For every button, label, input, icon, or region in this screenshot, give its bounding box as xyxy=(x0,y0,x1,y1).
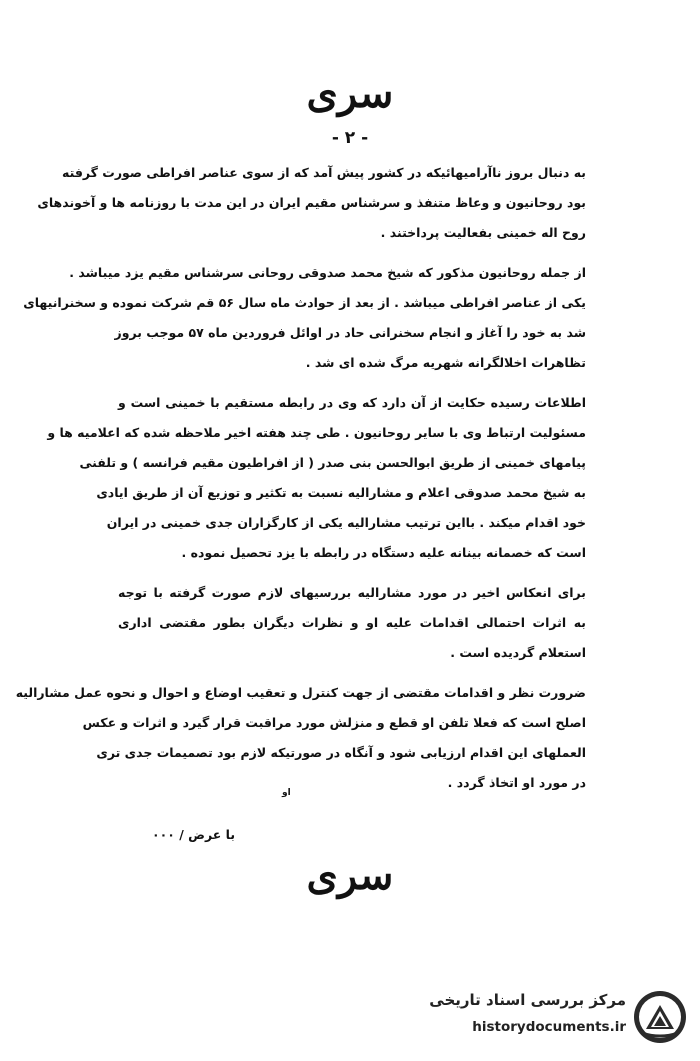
text-line: شد به خود را آغاز و انجام سخنرانی حاد در اوائل فروردین ماه ۵۷ موجب بروز xyxy=(114,325,586,340)
classification-heading-bottom: سری xyxy=(306,852,394,899)
text-line: خود اقدام میکند . بااین ترتیب مشارالیه یکی از کارگزاران جدی خمینی در ایران xyxy=(106,515,586,530)
archive-watermark xyxy=(398,989,688,1045)
book-emblem-icon xyxy=(632,989,688,1045)
text-line: در مورد او اتخاذ گردد . xyxy=(447,775,586,790)
text-line: پیامهای خمینی از طریق ابوالحسن بنی صدر ( از افراطیون مقیم فرانسه ) و تلفنی xyxy=(79,455,586,470)
text-line: است که خصمانه بینانه علیه دستگاه در رابطه با یزد تحصیل نموده . xyxy=(181,545,586,560)
text-line: تظاهرات اخلالگرانه شهریه مرگ شده ای شد . xyxy=(305,355,586,370)
text-line: برای انعکاس اخیر در مورد مشارالیه بررسیهای لازم صورت گرفته با توجه xyxy=(118,585,586,600)
watermark-title: مرکز بررسی اسناد تاریخی xyxy=(429,991,626,1009)
text-line: به اثرات احتمالی اقدامات علیه او و نظرات دیگران بطور مقتضی اداری xyxy=(118,615,586,630)
text-line: ضرورت نظر و اقدامات مقتضی از جهت کنترل و تعقیب اوضاع و احوال و نحوه عمل مشارالیه xyxy=(15,685,586,700)
text-line: به دنبال بروز ناآرامیهائیکه در کشور پیش آمد که از سوی عناصر افراطی صورت گرفته xyxy=(62,165,586,180)
text-line: روح اله خمینی بفعالیت پرداختند . xyxy=(380,225,586,240)
watermark-url: historydocuments.ir xyxy=(472,1019,626,1035)
text-line: یکی از عناصر افراطی میباشد . از بعد از حوادث ماه سال ۵۶ قم شرکت نموده و سخنرانیهای xyxy=(23,295,586,310)
text-line: بود روحانیون و وعاظ متنفذ و سرشناس مقیم ایران در این مدت با روزنامه ها و آخوندهای xyxy=(37,195,586,210)
text-line: مسئولیت ارتباط وی با سایر روحانیون . طی چند هفته اخیر ملاحظه شده که اعلامیه ها و xyxy=(47,425,586,440)
text-line: از جمله روحانیون مذکور که شیخ محمد صدوقی روحانی سرشناس مقیم یزد میباشد . xyxy=(69,265,586,280)
signoff-line: با عرض / ۰۰۰ xyxy=(152,827,236,842)
text-line: استعلام گردیده است . xyxy=(450,645,586,660)
text-line: اصلح است که فعلا تلفن او قطع و منزلش مورد مراقبت قرار گیرد و اثرات و عکس xyxy=(82,715,586,730)
text-line: اطلاعات رسیده حکایت از آن دارد که وی در رابطه مستقیم با خمینی است و xyxy=(118,395,586,410)
classification-heading-top: سری xyxy=(306,70,394,117)
text-line: العملهای این اقدام ارزیابی شود و آنگاه در صورتیکه لازم بود تصمیمات جدی تری xyxy=(96,745,586,760)
text-line: به شیخ محمد صدوقی اعلام و مشارالیه نسبت به تکثیر و توزیع آن از طریق ایادی xyxy=(96,485,586,500)
page-number: - ۲ - xyxy=(331,128,369,148)
handwritten-superscript: او xyxy=(282,788,291,798)
